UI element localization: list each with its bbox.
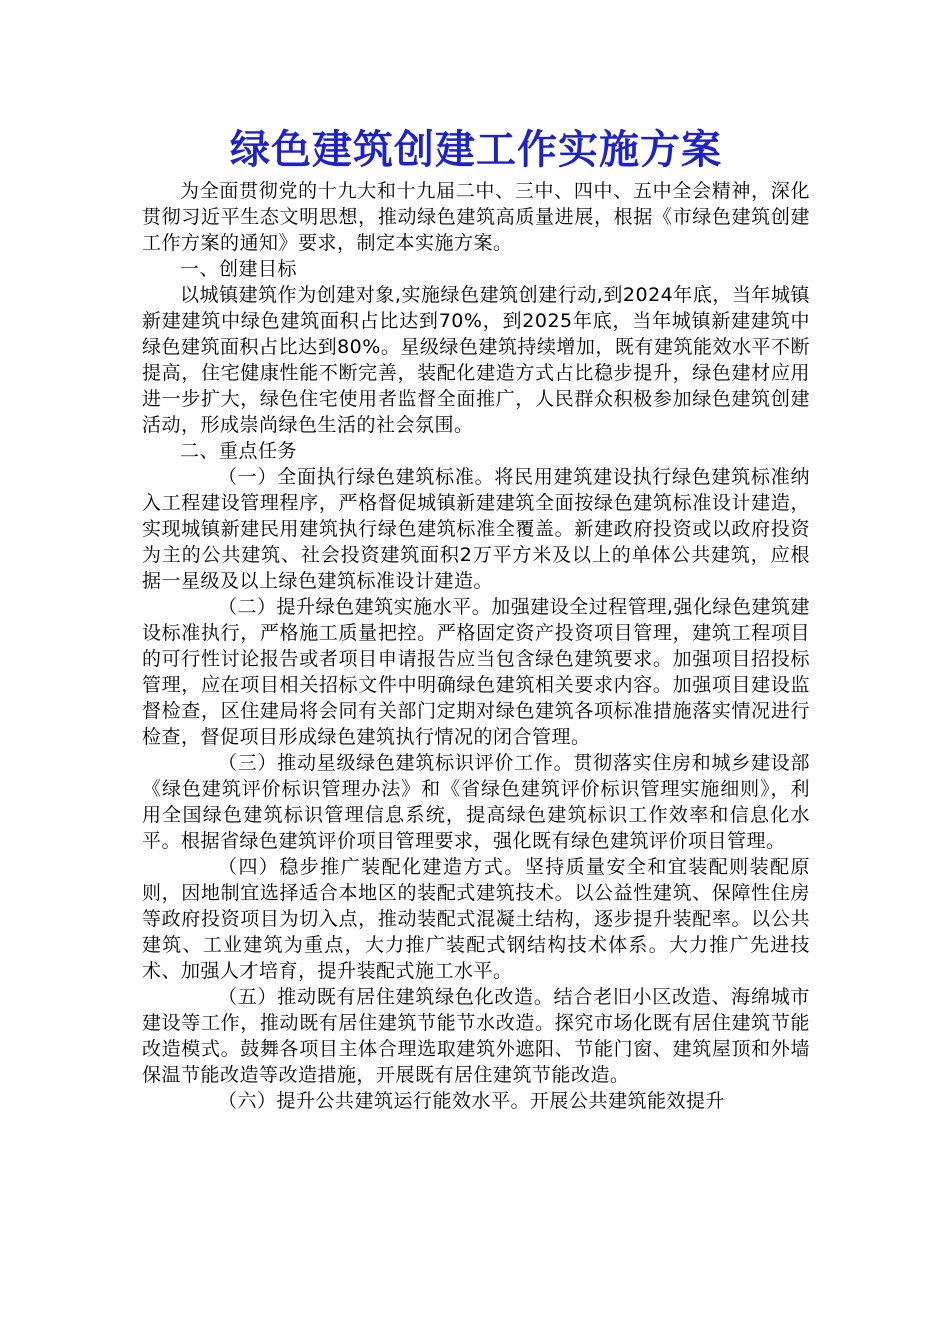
paragraph-intro: 为全面贯彻党的十九大和十九届二中、三中、四中、五中全会精神，深化贯彻习近平生态文明思想，推动绿色建筑高质量进展，根据《市绿色建筑创建工作方案的通知》要求，制定本实施方案。 (142, 180, 810, 254)
paragraph-task-5: （五）推动既有居住建筑绿色化改造。结合老旧小区改造、海绵城市建设等工作，推动既有居住建筑节能节水改造。探究市场化既有居住建筑节能改造模式。鼓舞各项目主体合理选取建筑外遮阳、节能门窗、建筑屋顶和外墙保温节能改造等改造措施，开展既有居住建筑节能改造。 (142, 986, 810, 1086)
document-page (142, 122, 810, 1114)
document-title: 绿色建筑创建工作实施方案 (230, 126, 722, 173)
section-heading-goals: 一、创建目标 (180, 258, 298, 280)
paragraph-task-1: （一）全面执行绿色建筑标准。将民用建筑建设执行绿色建筑标准纳入工程建设管理程序，严格督促城镇新建建筑全面按绿色建筑标准设计建造，实现城镇新建民用建筑执行绿色建筑标准全覆盖。新建政府投资或以政府投资为主的公共建筑、社会投资建筑面积2万平方米及以上的单体公共建筑，应根据一星级及以上绿色建筑标准设计建造。 (142, 466, 810, 592)
paragraph-task-3: （三）推动星级绿色建筑标识评价工作。贯彻落实住房和城乡建设部《绿色建筑评价标识管理办法》和《省绿色建筑评价标识管理实施细则》，利用全国绿色建筑标识管理信息系统，提高绿色建筑标识工作效率和信息化水平。根据省绿色建筑评价项目管理要求，强化既有绿色建筑评价项目管理。 (142, 752, 810, 852)
section-heading-tasks: 二、重点任务 (180, 440, 298, 462)
paragraph-task-2: （二）提升绿色建筑实施水平。加强建设全过程管理,强化绿色建筑建设标准执行，严格施工质量把控。严格固定资产投资项目管理，建筑工程项目的可行性讨论报告或者项目申请报告应当包含绿色建筑要求。加强项目招投标管理，应在项目相关招标文件中明确绿色建筑相关要求内容。加强项目建设监督检查，区住建局将会同有关部门定期对绿色建筑各项标准措施落实情况进行检查，督促项目形成绿色建筑执行情况的闭合管理。 (142, 596, 810, 748)
paragraph-goals: 以城镇建筑作为创建对象,实施绿色建筑创建行动,到2024年底，当年城镇新建建筑中绿色建筑面积占比达到70%，到2025年底，当年城镇新建建筑中绿色建筑面积占比达到80%。星级绿色建筑持续增加，既有建筑能效水平不断提高，住宅健康性能不断完善，装配化建造方式占比稳步提升，绿色建材应用进一步扩大，绿色住宅使用者监督全面推广，人民群众积极参加绿色建筑创建活动，形成崇尚绿色生活的社会氛围。 (142, 284, 810, 436)
paragraph-task-6: （六）提升公共建筑运行能效水平。开展公共建筑能效提升 (218, 1090, 726, 1112)
paragraph-task-4: （四）稳步推广装配化建造方式。坚持质量安全和宜装配则装配原则，因地制宜选择适合本地区的装配式建筑技术。以公益性建筑、保障性住房等政府投资项目为切入点，推动装配式混凝土结构，逐步提升装配率。以公共建筑、工业建筑为重点，大力推广装配式钢结构技术体系。大力推广先进技术、加强人才培育，提升装配式施工水平。 (142, 856, 810, 982)
